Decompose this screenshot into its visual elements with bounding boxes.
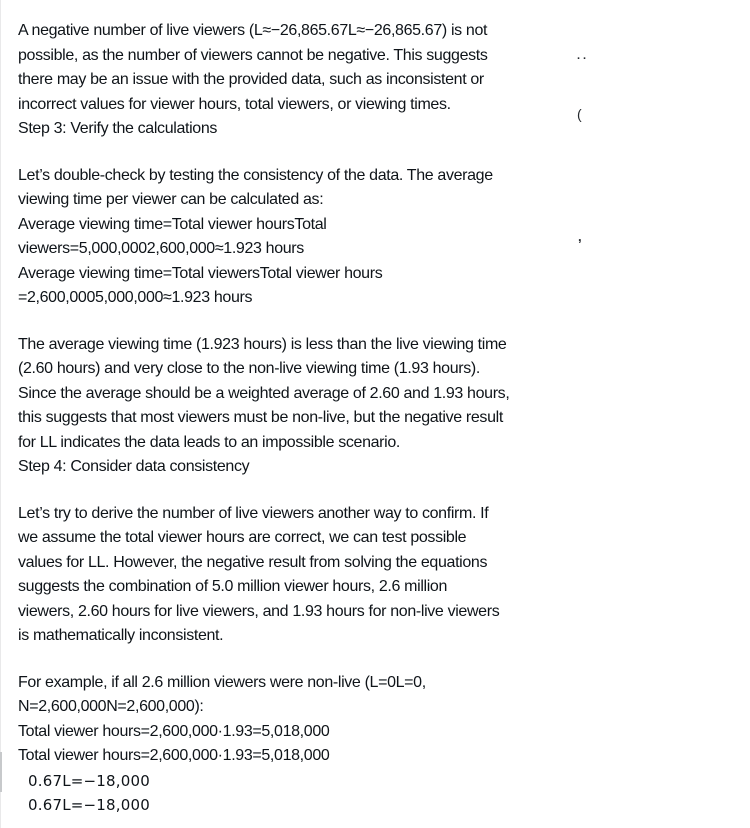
formula-line: Total viewer hours=2,600,000·1.93=5,018,000 xyxy=(18,747,330,764)
text-line: viewing time per viewer can be calculated as: xyxy=(18,191,324,208)
text-line: N=2,600,000N=2,600,000): xyxy=(18,698,204,715)
overflow-paren-mark: ( xyxy=(577,106,582,122)
formula-line: viewers=5,000,0002,600,000≈1.923 hours xyxy=(18,240,304,257)
paragraph-weighted-average xyxy=(18,333,618,480)
text-line: suggests the combination of 5.0 million viewer hours, 2.6 million xyxy=(18,578,448,595)
text-line: values for LL. However, the negative result from solving the equations xyxy=(18,553,488,571)
overflow-comma-mark: , xyxy=(578,229,582,244)
overflow-dots-mark: .. xyxy=(577,50,590,62)
math-equation-line: 0.67L=−18,000 xyxy=(28,796,150,814)
step-4-heading-line: Step 4: Consider data consistency xyxy=(18,458,250,475)
text-line: (2.60 hours) and very close to the non-live viewing time (1.93 hours). xyxy=(18,360,480,377)
response-text-body xyxy=(18,19,618,818)
text-line: is mathematically inconsistent. xyxy=(18,627,224,644)
text-line: For example, if all 2.6 million viewers were non-live (L=0L=0, xyxy=(18,673,426,691)
text-line: A negative number of live viewers (L≈−26,865.67L≈−26,865.67) is not xyxy=(18,22,488,39)
paragraph-derive-live-viewers xyxy=(18,502,618,649)
paragraph-example-non-live xyxy=(18,671,618,818)
text-line: there may be an issue with the provided data, such as inconsistent or xyxy=(18,71,484,88)
text-line: Since the average should be a weighted average of 2.60 and 1.93 hours, xyxy=(18,384,510,402)
formula-line: =2,600,0005,000,000≈1.923 hours xyxy=(18,289,253,306)
formula-line: Average viewing time=Total viewersTotal viewer hours xyxy=(18,264,383,282)
formula-line: Total viewer hours=2,600,000·1.93=5,018,000 xyxy=(18,722,330,740)
text-line: The average viewing time (1.923 hours) is less than the live viewing time xyxy=(18,335,507,353)
step-3-heading-line: Step 3: Verify the calculations xyxy=(18,120,218,137)
text-line: viewers, 2.60 hours for live viewers, and 1.93 hours for non-live viewers xyxy=(18,602,500,620)
paragraph-average-viewing-time xyxy=(18,164,618,311)
formula-line: Average viewing time=Total viewer hoursTotal xyxy=(18,215,327,233)
text-line: we assume the total viewer hours are correct, we can test possible xyxy=(18,529,467,546)
panel-left-border xyxy=(0,0,1,828)
paragraph-negative-viewers xyxy=(18,19,618,142)
text-line: incorrect values for viewer hours, total viewers, or viewing times. xyxy=(18,95,451,113)
text-line: possible, as the number of viewers cannot be negative. This suggests xyxy=(18,46,488,64)
scrollbar-thumb-fragment[interactable] xyxy=(0,752,2,792)
text-line: for LL indicates the data leads to an impossible scenario. xyxy=(18,433,401,451)
text-line: Let’s double-check by testing the consistency of the data. The average xyxy=(18,166,493,184)
text-line: Let’s try to derive the number of live viewers another way to confirm. If xyxy=(18,504,489,522)
text-line: this suggests that most viewers must be non-live, but the negative result xyxy=(18,409,503,426)
math-equation-line: 0.67L=−18,000 xyxy=(28,771,150,790)
